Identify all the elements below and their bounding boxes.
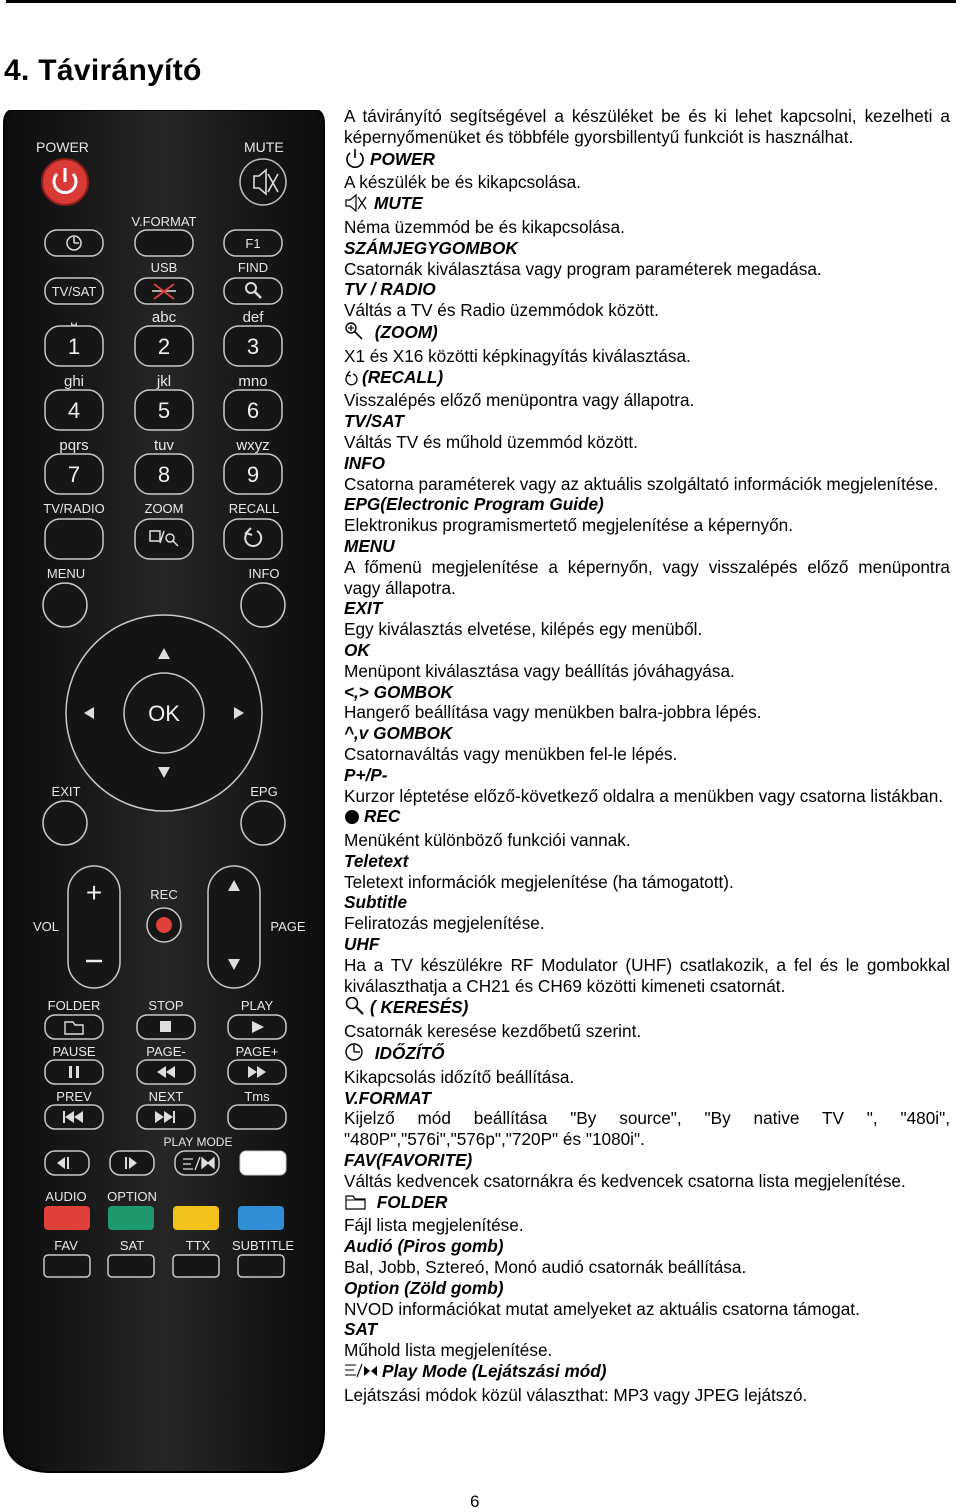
function-heading-text: OK [344,639,370,660]
mute-button[interactable] [240,159,286,205]
tms-button[interactable] [228,1105,286,1129]
label-tvradio: TV/RADIO [43,501,105,516]
zoom-icon [344,321,366,346]
label-menu: MENU [46,566,86,581]
label-recall: RECALL [228,501,280,516]
label-pageminus: PAGE- [146,1044,186,1059]
function-heading [344,411,950,432]
fav-button[interactable] [44,1255,90,1277]
label-audio: AUDIO [45,1189,87,1204]
recall-button[interactable] [224,519,282,559]
function-heading-text: UHF [344,934,380,955]
function-description: Ha a TV készülékre RF Modulator (UHF) csatlakozik, a fel és le gombokkal kiválaszthatja a CH21 és CH69 közötti kimeneti csatornát. [344,954,950,996]
function-heading [344,765,950,786]
function-heading [344,1192,950,1216]
label-fav: FAV [54,1238,78,1253]
label-power: POWER [36,139,89,155]
function-heading-text: Option (Zöld gomb) [344,1277,504,1298]
white-button[interactable] [240,1151,286,1175]
menu-button[interactable] [43,583,87,627]
function-description: Csatornák keresése kezdőbetű szerint. [344,1021,642,1042]
label-tms: Tms [244,1089,270,1104]
function-description: Kikapcsolás időzítő beállítása. [344,1066,575,1087]
info-button[interactable] [241,583,285,627]
page-number: 6 [470,1492,480,1511]
label-ghi: ghi [63,373,85,390]
function-description: Hangerő beállítása vagy menükben balra-jobbra lépés. [344,702,762,723]
function-description: Váltás kedvencek csatornákra és kedvencek csatorna lista megjelenítése. [344,1170,906,1191]
digit-5-label: 5 [157,398,171,423]
function-description: Egy kiválasztás elvetése, kilépés egy menüből. [344,619,703,640]
function-heading [344,806,950,830]
function-description: A főmenü megjelenítése a képernyőn, vagy visszalépés előző menüpontra vagy állapotra. [344,556,950,598]
label-epg: EPG [250,784,278,799]
function-description: A készülék be és kikapcsolása. [344,172,581,193]
description-column [344,106,950,1406]
label-usb: USB [150,260,178,275]
find-icon [344,996,366,1021]
ttx-button[interactable] [173,1255,219,1277]
rec-dot-icon [344,809,360,830]
label-pageplus: PAGE+ [235,1044,279,1059]
exit-button[interactable] [43,801,87,845]
function-heading [344,934,950,955]
function-heading-text: FAV(FAVORITE) [344,1150,473,1171]
function-heading-text: EXIT [344,598,383,619]
function-description: Elektronikus programismertető megjelenítése a képernyőn. [344,515,794,536]
function-description: Kijelző mód beállítása "By source", "By native TV ", "480i", "480P","576i","576p","720P" és "1080i". [344,1108,950,1150]
function-heading [344,892,950,913]
label-def: def [242,309,264,326]
function-heading [344,598,950,619]
pause-button[interactable] [45,1060,103,1084]
label-zoom: ZOOM [144,501,184,516]
label-play: PLAY [240,998,274,1013]
function-heading [344,1319,950,1340]
function-list [344,148,950,1406]
label-space: ⎵ [70,309,78,326]
digit-4-label: 4 [67,398,81,423]
digit-1-label: 1 [67,334,81,359]
function-heading-text: P+/P- [344,764,388,785]
function-description: Kurzor léptetése előző-következő oldalra a menükben vagy csatorna listákban. [344,785,944,806]
power-button[interactable] [42,159,88,205]
label-info: INFO [248,566,280,581]
yellow-button[interactable] [173,1206,219,1230]
function-description: Fájl lista megjelenítése. [344,1215,524,1236]
function-description: Lejátszási módok közül választhat: MP3 vagy JPEG lejátszó. [344,1384,808,1405]
function-heading-text: FOLDER [372,1191,448,1212]
label-sat: SAT [119,1238,145,1253]
function-heading-text: SZÁMJEGYGOMBOK [344,237,518,258]
label-option: OPTION [107,1189,157,1204]
function-heading [344,321,950,346]
function-heading-text: Audió (Piros gomb) [344,1236,504,1257]
function-heading-text: V.FORMAT [344,1087,431,1108]
function-heading [344,640,950,661]
function-description: Néma üzemmód be és kikapcsolása. [344,216,625,237]
recall-icon [344,370,358,391]
function-heading-text: ^,v GOMBOK [344,723,453,744]
digit-2-label: 2 [157,334,171,359]
function-heading-text: EPG(Electronic Program Guide) [344,494,604,515]
function-heading-text: MENU [344,535,395,556]
function-heading-text: Play Mode (Lejátszási mód) [382,1361,607,1382]
function-description: Menüként különböző funkciói vannak. [344,830,631,851]
function-description: Feliratozás megjelenítése. [344,913,545,934]
intro-text: A távirányító segítségével a készüléket be és ki lehet kapcsolni, kezelheti a képernyőmenüket és többféle gyorsbillentyű funkciót is használhat. [344,106,950,147]
label-stop: STOP [148,998,184,1013]
tvradio-button[interactable] [45,519,103,559]
function-heading-text: (RECALL) [362,366,444,387]
function-heading [344,238,950,259]
label-mute: MUTE [244,139,284,155]
label-f1: F1 [245,236,261,251]
function-heading [344,453,950,474]
function-heading-text: POWER [370,148,435,169]
function-heading [344,723,950,744]
function-heading-text: ( KERESÉS) [370,997,469,1018]
power-icon [344,148,366,173]
vol-plus-icon: + [85,877,103,908]
epg-button[interactable] [241,801,285,845]
function-heading [344,996,950,1021]
function-heading [344,367,950,391]
function-heading-text: SAT [344,1319,378,1340]
function-description: Visszalépés előző menüpontra vagy állapotra. [344,390,695,411]
function-description: X1 és X16 közötti képkinagyítás kiválasztása. [344,345,691,366]
function-description: Csatornák kiválasztása vagy program paraméterek megadása. [344,258,822,279]
label-abc: abc [151,309,177,326]
digit-3-label: 3 [246,334,260,359]
rec-dot-icon [156,917,172,933]
label-rec: REC [150,887,178,902]
function-heading-text: <,> GOMBOK [344,681,453,702]
function-heading-text: INFO [344,452,386,473]
function-heading-text: Subtitle [344,892,408,913]
timer-icon [344,1042,366,1067]
function-description: Csatornaváltás vagy menükben fel-le lépés. [344,743,678,764]
sat-button[interactable] [108,1255,154,1277]
function-description: Bal, Jobb, Sztereó, Monó audió csatornák beállítása. [344,1257,747,1278]
label-ttx: TTX [185,1238,211,1253]
function-description: NVOD információkat mutat amelyeket az aktuális csatorna támogat. [344,1298,860,1319]
function-description: Menüpont kiválasztása vagy beállítás jóváhagyása. [344,660,735,681]
function-heading-text: REC [364,806,401,827]
label-playmode: PLAY MODE [163,1135,233,1149]
digit-9-label: 9 [246,462,260,487]
function-heading [344,279,950,300]
mute-icon [344,194,370,217]
function-heading [344,1088,950,1109]
function-heading [344,1150,950,1171]
find-button[interactable] [224,278,282,304]
function-heading [344,1361,950,1385]
label-ok: OK [148,701,180,726]
function-description: Váltás a TV és Radio üzemmódok között. [344,300,659,321]
function-heading [344,851,950,872]
label-page: PAGE [270,919,306,934]
function-heading [344,1042,950,1067]
label-folder: FOLDER [47,998,101,1013]
function-heading-text: IDŐZÍTŐ [370,1043,445,1064]
label-pqrs: pqrs [59,437,89,454]
function-description: Váltás TV és műhold üzemmód között. [344,431,638,452]
blue-button[interactable] [238,1206,284,1230]
digit-8-label: 8 [157,462,171,487]
function-heading [344,193,950,217]
label-tvsat: TV/SAT [51,284,97,299]
label-exit: EXIT [51,784,81,799]
label-jkl: jkl [156,373,172,390]
function-heading-text: (ZOOM) [370,321,438,342]
digit-7-label: 7 [67,462,81,487]
function-heading-text: Teletext [344,850,409,871]
function-heading [344,1236,950,1257]
label-tuv: tuv [153,437,175,454]
playmode-icon [344,1362,378,1385]
label-wxyz: wxyz [236,437,270,454]
folder-icon [344,1193,368,1216]
digit-6-label: 6 [246,398,260,423]
function-heading [344,1278,950,1299]
label-mno: mno [238,373,268,390]
subtitle-button[interactable] [238,1255,284,1277]
remote-control [2,110,328,1475]
function-description: Teletext információk megjelenítése (ha támogatott). [344,871,734,892]
function-heading [344,494,950,515]
top-rule [6,0,956,3]
label-prev: PREV [56,1089,92,1104]
label-next: NEXT [148,1089,184,1104]
function-heading [344,148,950,173]
function-heading-text: TV/SAT [344,411,404,432]
label-vol: VOL [32,919,60,934]
red-button[interactable] [44,1206,90,1230]
vformat-button[interactable] [135,230,193,256]
function-heading-text: MUTE [374,193,423,214]
function-heading [344,682,950,703]
label-find: FIND [237,260,269,275]
page-title: 4. Távirányító [4,54,202,87]
folder-button[interactable] [45,1015,103,1039]
label-vformat: V.FORMAT [131,214,197,229]
label-pause: PAUSE [52,1044,96,1059]
label-subtitle: SUBTITLE [231,1238,295,1253]
zoom-button[interactable] [135,519,193,559]
function-heading [344,536,950,557]
stop-icon [160,1021,171,1032]
function-description: Műhold lista megjelenítése. [344,1340,553,1361]
green-button[interactable] [108,1206,154,1230]
function-description: Csatorna paraméterek vagy az aktuális szolgáltató információk megjelenítése. [344,473,939,494]
function-heading-text: TV / RADIO [344,279,436,300]
